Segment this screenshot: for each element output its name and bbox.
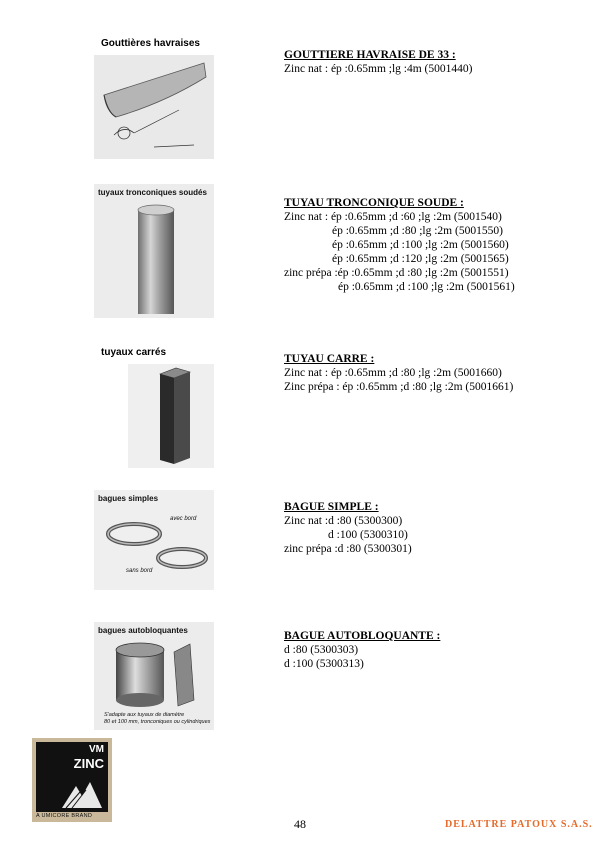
square-pipe-illustration: [128, 364, 214, 468]
logo-mountain-icon: [32, 738, 112, 822]
product-1-image: [94, 55, 214, 159]
product-4-label-2: sans bord: [126, 568, 153, 574]
product-2-caption: tuyaux tronconiques soudés: [98, 188, 207, 197]
logo-vm: VM: [89, 744, 104, 755]
product-3-caption: tuyaux carrés: [101, 347, 167, 358]
product-2-line-2: ép :0.65mm ;d :80 ;lg :2m (5001550): [332, 225, 503, 237]
product-4-image: [94, 490, 214, 590]
product-2-image: [94, 184, 214, 318]
locking-ring-illustration: [94, 622, 214, 730]
product-2-line-1: Zinc nat : ép :0.65mm ;d :60 ;lg :2m (5001540): [284, 211, 502, 223]
gutter-illustration: [94, 55, 214, 159]
product-3-title: TUYAU CARRE :: [284, 353, 375, 365]
product-2-line-5: zinc prépa :ép :0.65mm ;d :80 ;lg :2m (5001551): [284, 267, 509, 279]
product-5-line-1: d :80 (5300303): [284, 644, 359, 656]
product-4-label-1: avec bord: [170, 516, 197, 522]
product-4-line-1: Zinc nat :d :80 (5300300): [284, 515, 403, 527]
product-1-caption: Gouttières havraises: [101, 38, 200, 49]
product-3-text: [284, 352, 513, 394]
product-4-line-3: zinc prépa :d :80 (5300301): [284, 543, 412, 555]
product-1-line-1: Zinc nat : ép :0.65mm ;lg :4m (5001440): [284, 63, 473, 75]
product-4-caption: bagues simples: [98, 494, 159, 503]
product-4-title: BAGUE SIMPLE :: [284, 501, 379, 513]
product-1-title: GOUTTIERE HAVRAISE DE 33 :: [284, 49, 456, 61]
product-5-image: [94, 622, 214, 730]
company-name: DELATTRE PATOUX S.A.S.: [445, 819, 593, 830]
vm-zinc-logo: [32, 738, 112, 822]
product-2-text: [284, 196, 515, 294]
logo-tagline: A UMICORE BRAND: [36, 813, 93, 819]
product-3-image: [128, 364, 214, 468]
product-2-title: TUYAU TRONCONIQUE SOUDE :: [284, 197, 464, 209]
product-5-text: [284, 629, 440, 671]
logo-zinc: ZINC: [73, 756, 104, 771]
product-5-note-2: 80 et 100 mm, tronconiques ou cylindriques: [104, 719, 211, 725]
product-4-line-2: d :100 (5300310): [328, 529, 408, 541]
product-4-text: [284, 500, 412, 556]
product-2-line-6: ép :0.65mm ;d :100 ;lg :2m (5001561): [338, 281, 515, 293]
rings-illustration: [94, 490, 214, 590]
product-3-line-1: Zinc nat : ép :0.65mm ;d :80 ;lg :2m (5001660): [284, 367, 502, 379]
product-2-line-3: ép :0.65mm ;d :100 ;lg :2m (5001560): [332, 239, 509, 251]
product-5-line-2: d :100 (5300313): [284, 658, 364, 670]
product-2-line-4: ép :0.65mm ;d :120 ;lg :2m (5001565): [332, 253, 509, 265]
product-1-text: [284, 48, 472, 76]
product-3-line-2: Zinc prépa : ép :0.65mm ;d :80 ;lg :2m (5001661): [284, 381, 514, 393]
product-5-caption: bagues autobloquantes: [98, 626, 188, 635]
pipe-illustration: [94, 184, 214, 318]
product-5-note-1: S'adapte aux tuyaux de diamètre: [104, 712, 185, 718]
page-number: 48: [294, 817, 306, 831]
product-5-title: BAGUE AUTOBLOQUANTE :: [284, 630, 441, 642]
